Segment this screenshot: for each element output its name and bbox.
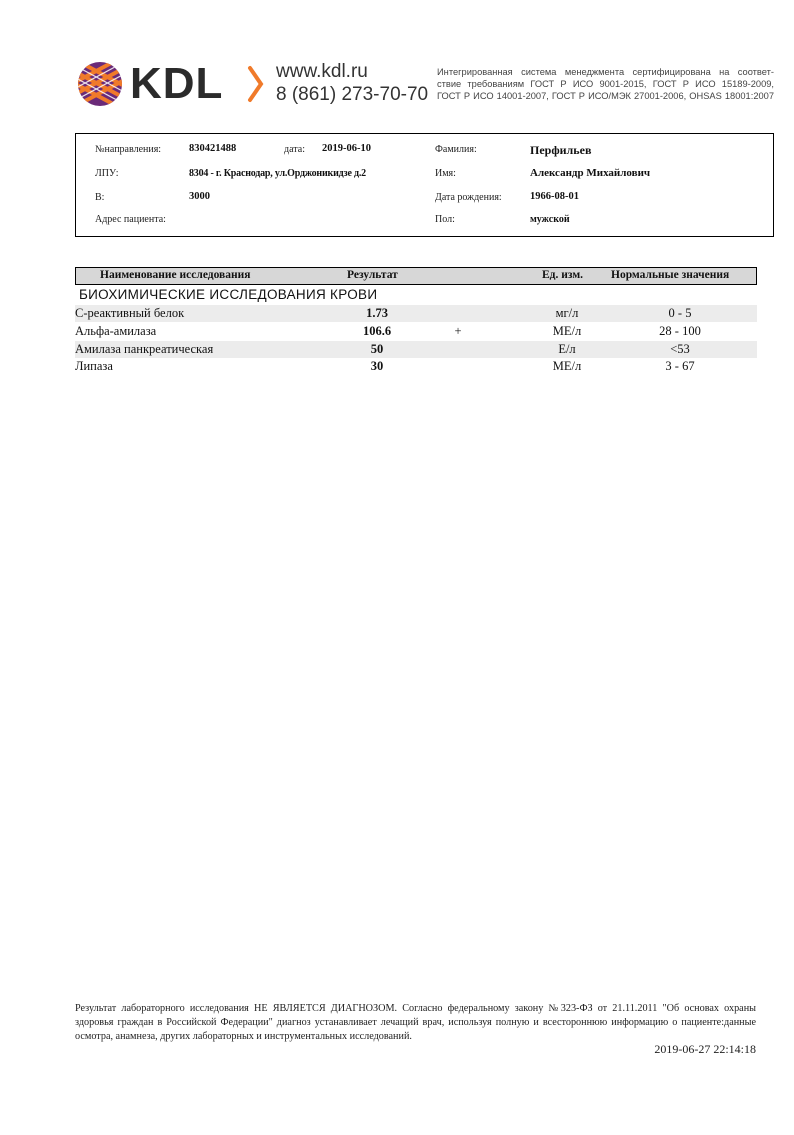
test-result: 30 [370,359,384,373]
v-value: 3000 [189,191,210,202]
certification-line: Интегрированная система менеджмента сертифицирована на соответ- [437,67,774,77]
table-row [75,358,757,375]
chevron-right-icon [246,64,266,104]
birth-value: 1966-08-01 [530,191,579,202]
test-name: С-реактивный белок [75,306,185,320]
name-label: Имя: [435,168,456,179]
print-timestamp: 2019-06-27 22:14:18 [654,1042,756,1056]
lpu-value: 8304 - г. Краснодар, ул.Орджоникидзе д.2 [189,168,366,179]
table-row [75,341,757,358]
certification-text [437,66,774,102]
surname-value: Перфильев [530,143,592,157]
lpu-label: ЛПУ: [95,168,119,179]
v-label: В: [95,192,105,203]
kdl-logo-sphere [76,60,124,108]
test-unit: мг/л [555,306,579,320]
surname-label: Фамилия: [435,144,477,155]
test-unit: Е/л [558,342,576,356]
test-norm: 0 - 5 [668,306,692,320]
sex-value: мужской [530,214,570,225]
section-title: БИОХИМИЧЕСКИЕ ИССЛЕДОВАНИЯ КРОВИ [79,287,378,302]
name-value: Александр Михайлович [530,167,651,179]
header-name: Наименование исследования [100,269,251,281]
header-result: Результат [347,269,398,281]
table-row [75,323,757,340]
test-unit: МЕ/л [552,324,582,338]
test-result: 1.73 [366,306,388,320]
date-label: дата: [284,144,305,155]
sex-label: Пол: [435,214,455,225]
table-row [75,305,757,322]
header-norm: Нормальные значения [611,269,730,281]
phone-number: 8 (861) 273-70-70 [276,84,429,105]
test-name: Липаза [75,359,113,373]
test-flag: + [454,324,462,338]
test-norm: 3 - 67 [665,359,695,373]
date-value: 2019-06-10 [322,143,371,154]
referral-label: №направления: [95,144,162,155]
test-norm: 28 - 100 [659,324,701,338]
test-name: Альфа-амилаза [75,324,157,338]
header-unit: Ед. изм. [542,269,584,281]
certification-line: ГОСТ Р ИСО 14001-2007, ГОСТ Р ИСО/МЭК 27001-2006, OHSAS 18001:2007 [437,91,774,101]
disclaimer-text: Результат лабораторного исследования НЕ ЯВЛЯЕТСЯ ДИАГНОЗОМ. Согласно федеральному закону №323-ФЗ от 21.11.2011 "Об основах охраны здоровья граждан в Российской Федерации" диагноз устанавливает лечащий врач, используя полную и всестороннюю информацию о пациенте:данные осмотра, анамнеза, других лабораторных и инструментальных исследований. [75,1003,756,1042]
birth-label: Дата рождения: [435,192,502,203]
test-result: 50 [370,342,384,356]
referral-value: 830421488 [189,143,237,154]
patient-info-box [75,133,774,237]
certification-line: ствие требованиям ГОСТ Р ИСО 9001-2015, ГОСТ Р ИСО 15189-2009, [437,79,774,89]
website-link[interactable]: www.kdl.ru [276,61,368,82]
address-label: Адрес пациента: [95,214,166,225]
test-result: 106.6 [362,324,392,338]
test-norm: <53 [670,342,690,356]
test-unit: МЕ/л [552,359,582,373]
logo-text: KDL [130,59,224,108]
test-name: Амилаза панкреатическая [75,342,214,356]
